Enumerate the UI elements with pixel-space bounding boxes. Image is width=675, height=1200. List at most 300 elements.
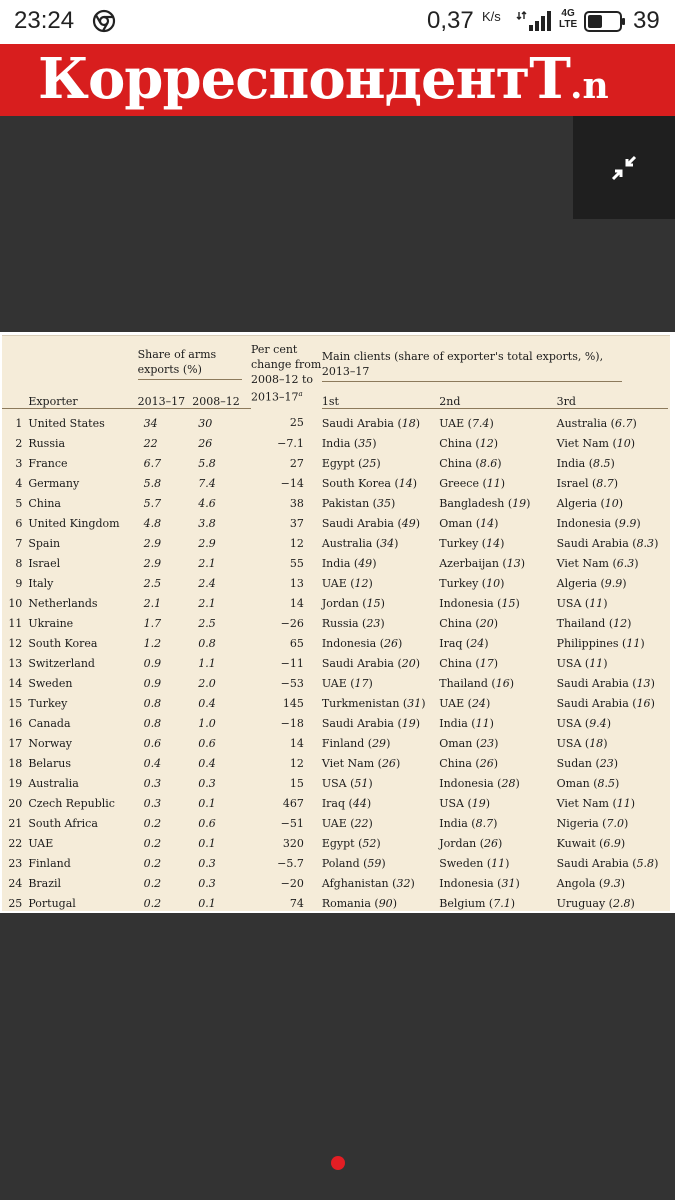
client-country: India [556, 456, 586, 470]
share-2008-cell: 0.3 [198, 776, 216, 790]
client-2nd-cell: UAE (24) [439, 696, 491, 710]
client-country: India [321, 556, 351, 570]
exporter-cell: South Africa [28, 816, 98, 830]
share-2013-cell: 0.2 [143, 816, 162, 830]
client-country: Uruguay [556, 896, 606, 910]
client-share: 9.9 [618, 516, 637, 530]
client-share: 15 [501, 596, 516, 610]
client-country: Pakistan [321, 496, 370, 510]
client-country: Iraq [439, 636, 463, 650]
share-2013-cell: 5.8 [143, 476, 162, 490]
share-2013-cell: 4.8 [143, 516, 162, 530]
client-1st-header: 1st [322, 386, 439, 409]
client-country: USA [556, 596, 582, 610]
client-share: 35 [358, 436, 373, 450]
share-2013-cell: 0.2 [143, 836, 162, 850]
change-cell: −11 [280, 656, 304, 670]
client-country: Jordan [439, 836, 477, 850]
client-country: Viet Nam [556, 796, 609, 810]
client-share: 22 [354, 816, 369, 830]
client-share: 52 [362, 836, 377, 850]
client-share: 23 [480, 736, 495, 750]
client-2nd-cell: India (11) [439, 716, 494, 730]
client-1st-cell: Egypt (52) [321, 836, 381, 850]
client-country: Thailand [439, 676, 488, 690]
client-2nd-cell: Jordan (26) [439, 836, 503, 850]
client-2nd-cell: Indonesia (28) [439, 776, 520, 790]
client-country: Indonesia [556, 516, 612, 530]
exporter-cell: Ukraine [28, 616, 74, 630]
client-3rd-cell: India (8.5) [556, 456, 615, 470]
client-country: UAE [321, 816, 347, 830]
client-3rd-cell: Thailand (12) [556, 616, 632, 630]
rank-cell: 21 [8, 816, 23, 830]
table-row [2, 713, 668, 733]
table-row [2, 613, 668, 633]
client-1st-cell: Saudi Arabia (49) [321, 516, 421, 530]
exporter-cell: Switzerland [28, 656, 95, 670]
client-country: Belgium [439, 896, 486, 910]
client-share: 12 [613, 616, 628, 630]
share-2008-cell: 0.1 [198, 836, 216, 850]
client-country: Thailand [556, 616, 606, 630]
rank-cell: 7 [15, 536, 23, 550]
client-share: 11 [626, 636, 641, 650]
change-cell: −20 [280, 876, 304, 890]
rank-cell: 1 [15, 416, 23, 430]
client-share: 23 [599, 756, 614, 770]
change-cell: 467 [282, 796, 304, 810]
client-country: India [321, 436, 351, 450]
client-share: 8.6 [479, 456, 498, 470]
client-country: Viet Nam [556, 556, 609, 570]
share-2013-cell: 22 [143, 436, 158, 450]
exporter-cell: Canada [28, 716, 71, 730]
client-1st-cell: UAE (22) [321, 816, 373, 830]
client-country: Indonesia [439, 776, 494, 790]
client-share: 15 [366, 596, 381, 610]
client-country: USA [556, 736, 582, 750]
share-2008-cell: 1.1 [198, 656, 216, 670]
share-2008-header: 2008–12 [192, 386, 251, 409]
exporter-cell: Russia [28, 436, 66, 450]
client-country: Turkey [439, 536, 479, 550]
client-share: 17 [354, 676, 369, 690]
client-country: Saudi Arabia [556, 536, 629, 550]
exporter-cell: Germany [28, 476, 80, 490]
client-share: 23 [366, 616, 381, 630]
client-share: 6.3 [616, 556, 635, 570]
client-share: 8.3 [636, 536, 655, 550]
client-country: Saudi Arabia [556, 856, 629, 870]
rank-cell: 10 [8, 596, 23, 610]
client-country: Afghanistan [321, 876, 389, 890]
client-share: 8.7 [596, 476, 614, 490]
table-row [2, 493, 668, 513]
client-3rd-cell: Israel (8.7) [556, 476, 619, 490]
network-speed: 0,37 [427, 7, 474, 34]
client-share: 7.4 [471, 416, 490, 430]
client-share: 11 [616, 796, 631, 810]
client-share: 7.1 [493, 896, 511, 910]
client-share: 26 [384, 636, 399, 650]
exporter-cell: China [28, 496, 61, 510]
client-1st-cell: UAE (12) [321, 576, 373, 590]
client-1st-cell: Finland (29) [321, 736, 391, 750]
client-2nd-cell: Azerbaijan (13) [439, 556, 526, 570]
client-country: Finland [321, 736, 365, 750]
client-country: China [439, 456, 472, 470]
client-1st-cell: Poland (59) [321, 856, 386, 870]
exporter-cell: Czech Republic [28, 796, 115, 810]
client-3rd-cell: Kuwait (6.9) [556, 836, 626, 850]
client-share: 11 [491, 856, 506, 870]
client-2nd-cell: Indonesia (31) [439, 876, 520, 890]
table-row [2, 773, 668, 793]
rank-cell: 6 [15, 516, 23, 530]
table-image[interactable] [0, 332, 675, 913]
client-country: Sweden [439, 856, 484, 870]
table-row [2, 693, 668, 713]
rank-cell: 3 [15, 456, 23, 470]
client-1st-cell: Romania (90) [322, 893, 439, 916]
brand-banner[interactable] [0, 44, 675, 116]
chrome-icon [92, 9, 116, 33]
client-2nd-cell: China (26) [439, 756, 498, 770]
client-share: 9.9 [604, 576, 623, 590]
rank-cell: 4 [15, 476, 23, 490]
rank-cell: 19 [8, 776, 23, 790]
share-2013-cell: 0.6 [143, 736, 162, 750]
client-country: Saudi Arabia [321, 656, 394, 670]
battery-level: 39 [633, 7, 660, 34]
rank-cell: 14 [8, 676, 23, 690]
client-2nd-cell: China (12) [439, 436, 498, 450]
table-row [2, 833, 668, 853]
share-2008-cell: 3.8 [198, 516, 216, 530]
share-2013-cell: 0.8 [143, 696, 162, 710]
exporter-cell: Italy [28, 576, 54, 590]
client-2nd-cell: Turkey (10) [439, 576, 505, 590]
rank-cell: 20 [8, 796, 23, 810]
client-country: Israel [556, 476, 589, 490]
change-cell: −14 [280, 476, 304, 490]
client-share: 25 [362, 456, 377, 470]
client-1st-cell: Saudi Arabia (18) [321, 416, 421, 430]
client-1st-cell: Pakistan (35) [321, 496, 396, 510]
share-2008-cell: 0.1 [198, 796, 216, 810]
client-2nd-header: 2nd [439, 386, 556, 409]
client-country: USA [439, 796, 464, 810]
client-2nd-cell: Oman (14) [439, 516, 499, 530]
client-share: 14 [480, 516, 495, 530]
rank-cell: 8 [15, 556, 23, 570]
share-2008-cell: 5.8 [198, 456, 216, 470]
client-country: Australia [556, 416, 608, 430]
share-2008-cell: 0.3 [198, 876, 216, 890]
share-2008-cell: 0.1 [192, 893, 251, 916]
client-share: 20 [401, 656, 416, 670]
change-header: Per cent change from 2008–12 to 2013–17$^a$ [250, 343, 322, 404]
change-cell: 13 [289, 576, 304, 590]
share-2008-cell: 4.6 [198, 496, 216, 510]
client-1st-cell: Indonesia (26) [321, 636, 403, 650]
client-country: Kuwait [556, 836, 596, 850]
share-2013-cell: 0.8 [143, 716, 162, 730]
share-2013-cell: 0.4 [143, 756, 162, 770]
table-row [2, 793, 668, 813]
client-share: 51 [354, 776, 369, 790]
share-2008-cell: 2.1 [198, 556, 216, 570]
exporter-cell: Australia [28, 776, 79, 790]
client-1st-cell: Egypt (25) [321, 456, 381, 470]
client-1st-cell: UAE (17) [321, 676, 373, 690]
client-3rd-cell: Angola (9.3) [556, 876, 626, 890]
client-1st-cell: USA (51) [321, 776, 373, 790]
client-1st-cell: Saudi Arabia (19) [321, 716, 421, 730]
network-speed-unit: K/s [482, 9, 501, 24]
exit-fullscreen-button[interactable] [573, 116, 675, 219]
client-2nd-cell: Belgium (7.1) [439, 893, 556, 916]
client-3rd-cell: Viet Nam (11) [556, 796, 636, 810]
client-country: Oman [556, 776, 590, 790]
clients-group-header: Main clients (share of exporter's total exports, %), 2013–17 [322, 336, 668, 386]
client-country: Indonesia [321, 636, 377, 650]
client-share: 6.9 [603, 836, 621, 850]
client-share: 13 [636, 676, 651, 690]
table-row [2, 533, 668, 553]
client-share: 8.7 [475, 816, 494, 830]
share-2008-cell: 0.6 [198, 816, 216, 830]
share-2013-cell: 0.2 [143, 876, 162, 890]
exporter-cell: Israel [28, 556, 61, 570]
client-1st-cell: Afghanistan (32) [321, 876, 415, 890]
brand-logo: КорреспондентТ.n [38, 46, 609, 112]
change-cell: −5.7 [277, 856, 304, 870]
client-country: Saudi Arabia [556, 696, 629, 710]
client-3rd-cell: Algeria (9.9) [556, 576, 627, 590]
share-2013-cell: 0.2 [138, 893, 193, 916]
client-share: 14 [486, 536, 501, 550]
client-country: UAE [321, 576, 347, 590]
client-2nd-cell: Indonesia (15) [439, 596, 520, 610]
client-3rd-cell: Sudan (23) [556, 756, 619, 770]
collapse-fullscreen-icon [609, 153, 639, 183]
network-type: 4G LTE [559, 8, 578, 30]
share-2008-cell: 30 [198, 416, 213, 430]
client-share: 26 [479, 756, 494, 770]
client-share: 29 [372, 736, 387, 750]
share-2008-cell: 2.5 [198, 616, 216, 630]
client-share: 2.8 [612, 896, 631, 910]
client-share: 19 [401, 716, 416, 730]
exporter-cell: Brazil [28, 876, 62, 890]
client-country: Bangladesh [439, 496, 505, 510]
share-2008-cell: 2.0 [198, 676, 216, 690]
change-cell: 14 [289, 736, 304, 750]
client-country: Turkmenistan [321, 696, 400, 710]
exporter-cell: Finland [28, 856, 71, 870]
client-share: 10 [486, 576, 501, 590]
client-3rd-cell: USA (11) [556, 656, 608, 670]
client-country: South Korea [321, 476, 391, 490]
share-2013-cell: 0.9 [143, 676, 162, 690]
client-1st-cell: Russia (23) [321, 616, 385, 630]
exporter-header: Exporter [28, 386, 137, 409]
table-row [2, 653, 668, 673]
client-2nd-cell: Oman (23) [439, 736, 499, 750]
table-row [2, 513, 668, 533]
client-country: Angola [556, 876, 596, 890]
table-row [2, 473, 668, 493]
client-share: 9.3 [603, 876, 621, 890]
client-3rd-cell: Saudi Arabia (13) [556, 676, 655, 690]
table-row [2, 673, 668, 693]
client-share: 7.0 [606, 816, 624, 830]
client-country: Saudi Arabia [321, 516, 394, 530]
client-share: 49 [358, 556, 373, 570]
client-country: Indonesia [439, 876, 494, 890]
table-body [2, 409, 668, 916]
client-1st-cell: India (35) [321, 436, 377, 450]
client-country: Viet Nam [556, 436, 609, 450]
battery-icon [584, 11, 626, 32]
client-country: UAE [439, 696, 465, 710]
client-share: 12 [354, 576, 369, 590]
client-3rd-cell: Saudi Arabia (16) [556, 696, 655, 710]
client-3rd-cell: Australia (6.7) [556, 416, 637, 430]
client-country: Russia [321, 616, 359, 630]
change-cell: −51 [280, 816, 304, 830]
client-country: Sudan [556, 756, 592, 770]
share-2013-cell: 0.3 [143, 796, 162, 810]
client-share: 28 [501, 776, 516, 790]
change-cell: −26 [280, 616, 304, 630]
share-2013-cell: 0.2 [143, 856, 162, 870]
client-3rd-cell: Viet Nam (10) [556, 436, 636, 450]
table-row [2, 433, 668, 453]
client-1st-cell: Australia (34) [321, 536, 399, 550]
client-share: 32 [396, 876, 411, 890]
rank-cell: 12 [8, 636, 23, 650]
change-cell: −7.1 [277, 436, 304, 450]
client-share: 20 [479, 616, 494, 630]
client-3rd-cell: USA (18) [556, 736, 608, 750]
client-country: UAE [321, 676, 347, 690]
client-share: 18 [589, 736, 604, 750]
client-country: Philippines [556, 636, 619, 650]
client-share: 31 [407, 696, 422, 710]
client-share: 26 [381, 756, 396, 770]
arms-exports-table-card [2, 335, 670, 911]
client-country: Saudi Arabia [556, 676, 629, 690]
table-row [2, 593, 668, 613]
share-2008-cell: 7.4 [198, 476, 216, 490]
client-country: India [439, 716, 468, 730]
table-row [2, 873, 668, 893]
table-row [2, 853, 668, 873]
client-share: 19 [512, 496, 527, 510]
rank-cell: 17 [8, 736, 23, 750]
exporter-cell: Turkey [28, 696, 68, 710]
client-share: 18 [401, 416, 416, 430]
share-2008-cell: 2.4 [198, 576, 216, 590]
client-share: 8.5 [597, 776, 616, 790]
pager-dot-active[interactable] [331, 1156, 345, 1170]
client-3rd-cell: Viet Nam (6.3) [556, 556, 639, 570]
exporter-cell: South Korea [28, 636, 98, 650]
rank-cell: 5 [15, 496, 23, 510]
change-cell: 12 [289, 536, 304, 550]
client-country: Jordan [321, 596, 359, 610]
client-share: 13 [506, 556, 521, 570]
client-2nd-cell: Bangladesh (19) [439, 496, 531, 510]
client-share: 31 [501, 876, 516, 890]
client-share: 11 [486, 476, 501, 490]
table-row [2, 733, 668, 753]
client-share: 10 [616, 436, 631, 450]
share-2008-cell: 0.4 [198, 696, 216, 710]
client-country: Viet Nam [321, 756, 375, 770]
client-country: China [439, 756, 472, 770]
client-2nd-cell: Sweden (11) [439, 856, 510, 870]
client-2nd-cell: Thailand (16) [439, 676, 515, 690]
rank-cell: 24 [8, 876, 23, 890]
client-3rd-cell: Uruguay (2.8) [557, 893, 668, 916]
client-3rd-cell: Saudi Arabia (8.3) [556, 536, 659, 550]
exporter-cell: UAE [28, 836, 54, 850]
client-country: Saudi Arabia [321, 416, 394, 430]
client-3rd-cell: USA (9.4) [556, 716, 611, 730]
change-cell: 27 [289, 456, 304, 470]
client-1st-cell: Saudi Arabia (20) [321, 656, 421, 670]
share-2013-cell: 2.9 [143, 536, 162, 550]
share-2013-cell: 2.9 [143, 556, 162, 570]
client-country: Indonesia [439, 596, 494, 610]
client-country: Nigeria [556, 816, 599, 830]
rank-cell: 25 [2, 893, 28, 916]
client-3rd-cell: Oman (8.5) [556, 776, 620, 790]
client-country: Oman [439, 516, 473, 530]
rank-cell: 23 [8, 856, 23, 870]
exporter-cell: United States [28, 416, 105, 430]
change-cell: 38 [289, 496, 304, 510]
client-2nd-cell: India (8.7) [439, 816, 498, 830]
exporter-cell: France [28, 456, 68, 470]
client-share: 14 [398, 476, 413, 490]
table-row [2, 409, 668, 434]
share-2008-cell: 26 [198, 436, 213, 450]
client-share: 11 [589, 596, 604, 610]
table-row [2, 453, 668, 473]
client-country: Romania [321, 896, 371, 910]
rank-cell: 9 [15, 576, 23, 590]
client-share: 11 [475, 716, 490, 730]
client-country: India [439, 816, 468, 830]
table-row [2, 553, 668, 573]
client-share: 17 [479, 656, 494, 670]
share-2013-cell: 2.1 [143, 596, 162, 610]
share-2008-cell: 0.8 [198, 636, 216, 650]
client-3rd-cell: Philippines (11) [556, 636, 645, 650]
client-country: China [439, 616, 472, 630]
client-country: Algeria [556, 496, 597, 510]
client-country: Poland [321, 856, 360, 870]
exporter-cell: Sweden [28, 676, 73, 690]
client-country: China [439, 656, 472, 670]
table-row [2, 813, 668, 833]
client-country: Iraq [321, 796, 346, 810]
